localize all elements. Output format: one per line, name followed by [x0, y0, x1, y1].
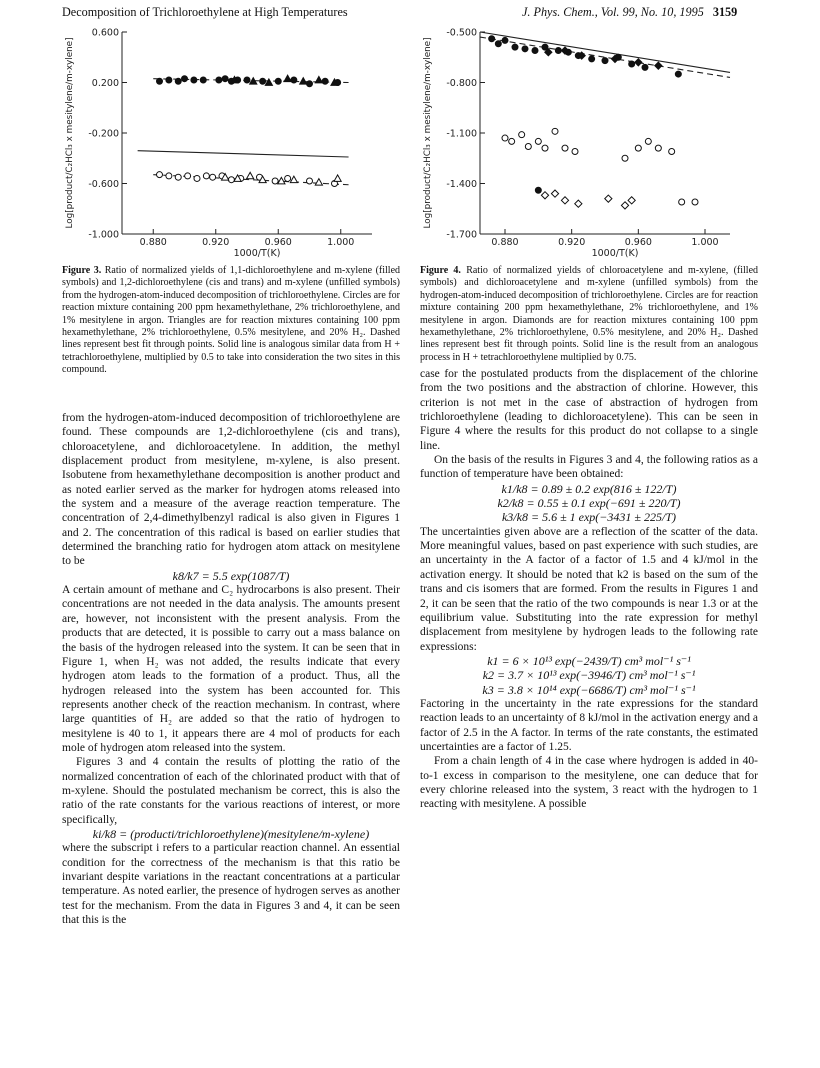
y-tick-label: -1.700: [446, 229, 477, 241]
y-tick-label: 0.600: [91, 27, 119, 39]
data-point-circle: [175, 174, 181, 180]
left-paragraph-1: from the hydrogen-atom-induced decomposition of trichloroethylene are found. These compounds are 1,2-dichloroethylene (cis and trans), chloroacetylene, and dichloroacetylene. In addition, the methyl displacement product from mesitylene, m-xylene, is also present. Isobutene from hexamethylethane decomposition is another product and as noted earlier served as the marker for hydrogen atoms released into the system and a measure of the average reaction temperature. The concentration of 2,4-dimethylbenzyl radical is also given in Figures 1 and 2. The concentration of this radical is based on earlier studies that determined the branching ratio for hydrogen atom attack on mesitylene to be: [62, 412, 400, 568]
data-point-triangle: [315, 179, 322, 185]
x-tick-label: 0.920: [202, 237, 230, 248]
running-header-title: Decomposition of Trichloroethylene at High Temperatures: [62, 5, 348, 19]
y-tick-label: 0.200: [91, 78, 119, 89]
data-point-circle: [260, 78, 266, 84]
data-point-triangle: [334, 175, 341, 181]
right-paragraph-4: Factoring in the uncertainty in the rate expressions for the standard reaction leads to an uncertainty of 8 kJ/mol in the activation energy and a factor of 2.5 in the A factor. In terms of the rate constants, the estimated uncertainties are a factor of 1.25.: [420, 697, 758, 753]
equation-k3-k8: k3/k8 = 5.6 ± 1 exp(−3431 ± 225/T): [501, 510, 676, 525]
data-point-circle: [222, 76, 228, 82]
data-point-triangle: [247, 172, 254, 178]
x-tick-label: 1.000: [327, 237, 355, 248]
y-axis-label: Log[product/C₂HCl₃ x mesitylene/m-xylene]: [423, 37, 433, 229]
right-paragraph-3: The uncertainties given above are a reflection of the scatter of the data. More meaningful values, based on past experience with such studies, are an uncertainty in the A factor of a factor of 1.5 and 4 kJ/mol in the activation energy. It should be noted that k2 is based on the sum of the trans and cis isomers that are formed. From the results in Figures 1 and 2, it can be seen that the ratio of the two compounds is near 1.3 or at the equilibrium value. Substituting into the rate expression for methyl displacement from mesitylene by hydrogen leads to the following rate expressions:: [420, 525, 758, 653]
data-point-diamond: [605, 195, 612, 202]
data-point-circle: [555, 48, 561, 54]
equation-k2-k8: k2/k8 = 0.55 ± 0.1 exp(−691 ± 220/T): [497, 496, 681, 511]
data-point-circle: [642, 64, 648, 70]
x-tick-label: 1.000: [691, 237, 719, 248]
data-point-circle: [669, 149, 675, 155]
y-tick-label: -0.800: [446, 78, 477, 89]
data-point-circle: [502, 135, 508, 141]
right-paragraph-2: On the basis of the results in Figures 3 and 4, the following ratios as a function of temperature have been obtained:: [420, 454, 758, 481]
data-point-circle: [602, 58, 608, 64]
y-tick-label: -1.000: [88, 229, 119, 241]
data-point-circle: [532, 48, 538, 54]
figure-4-label: Figure 4.: [420, 265, 461, 276]
data-point-circle: [194, 175, 200, 181]
data-point-triangle: [284, 75, 291, 81]
figure-3-caption: [62, 265, 400, 377]
data-point-circle: [552, 128, 558, 134]
data-point-diamond: [541, 192, 548, 199]
data-point-circle: [272, 178, 278, 184]
data-point-circle: [525, 143, 531, 149]
data-point-circle: [275, 78, 281, 84]
data-point-circle: [185, 173, 191, 179]
data-point-diamond: [628, 197, 635, 204]
data-point-circle: [509, 138, 515, 144]
data-point-circle: [203, 173, 209, 179]
data-point-circle: [502, 37, 508, 43]
equation-k1: k1 = 6 × 10¹³ exp(−2439/T) cm³ mol⁻¹ s⁻¹: [487, 653, 691, 668]
x-tick-label: 0.920: [558, 237, 586, 248]
data-point-triangle: [290, 176, 297, 182]
data-point-circle: [175, 78, 181, 84]
data-point-circle: [645, 138, 651, 144]
data-point-circle: [166, 77, 172, 83]
y-tick-label: -0.200: [88, 128, 119, 140]
journal-citation: J. Phys. Chem., Vol. 99, No. 10, 1995: [522, 5, 704, 19]
data-point-circle: [635, 145, 641, 151]
data-point-circle: [157, 78, 163, 84]
equation-ki-k8: ki/k8 = (producti/trichloroethylene)(mesitylene/m-xylene): [92, 826, 370, 841]
figure-4-caption-text: Ratio of normalized yields of chloroacetylene and m-xylene, (filled symbols) and dichloroacetylene and m-xylene (unfilled symbols) from the hydrogen-atom-induced decomposition of trichloroethylene. Circles are for reaction mixture containing 200 ppm hexamethylethane, 2% trichloroethylene, and 1% mesitylene in argon. Diamonds are for reaction mixtures containing 100 ppm hexamethylethane, 2% trichloroethylene, 0.5% mesitylene, and 20% H₂. Dashed lines represent best fit through points. Solid line is the result from an analogous process in H + tetrachloroethylene multiplied by 0.75.: [420, 265, 759, 363]
data-point-circle: [562, 145, 568, 151]
y-tick-label: -1.100: [446, 128, 477, 140]
x-tick-label: 0.960: [264, 237, 292, 248]
figure-3-chart: [62, 24, 392, 264]
y-tick-label: -1.400: [446, 179, 477, 190]
figure-4-chart: [420, 24, 750, 264]
data-point-triangle: [265, 79, 272, 85]
data-point-circle: [679, 199, 685, 205]
data-point-circle: [157, 172, 163, 178]
x-axis-label: 1000/T(K): [233, 248, 281, 259]
data-point-circle: [535, 138, 541, 144]
page-number: 3159: [712, 5, 738, 19]
x-tick-label: 0.960: [624, 237, 652, 248]
running-header-journal: [522, 4, 737, 20]
data-point-circle: [629, 61, 635, 67]
data-point-circle: [216, 77, 222, 83]
data-point-circle: [166, 173, 172, 179]
data-point-circle: [200, 77, 206, 83]
right-paragraph-1: case for the postulated products from the displacement of the chlorine from the two positions and the abstraction of chlorine. However, this criterion is not met in the case of abstraction of hydrogen from trichloroethylene (leading to dichloroacetylene). This can be seen in Figure 4 where the results for this product do not collapse to a single line.: [420, 368, 758, 452]
data-point-diamond: [635, 59, 642, 66]
data-point-circle: [572, 149, 578, 155]
data-point-circle: [244, 77, 250, 83]
data-point-diamond: [561, 197, 568, 204]
right-column: [420, 367, 758, 812]
x-tick-label: 0.880: [139, 237, 167, 248]
data-point-circle: [285, 175, 291, 181]
data-point-circle: [489, 36, 495, 42]
x-tick-label: 0.880: [491, 237, 519, 248]
data-point-circle: [307, 81, 313, 87]
data-point-circle: [495, 41, 501, 47]
data-point-circle: [675, 71, 681, 77]
y-tick-label: -0.600: [88, 179, 119, 190]
reference-solid-line: [480, 32, 730, 72]
data-point-diamond: [621, 202, 628, 209]
figure-3-caption-text: Ratio of normalized yields of 1,1-dichloroethylene and m-xylene (filled symbols) and 1,2-dichloroethylene (cis and trans) and m-xylene (unfilled symbols) from the hydrogen-atom-induced decomposition of trichloroethylene. Circles are for reaction mixture containing 200 ppm hexamethylethane, 2% trichloroethylene, and 1% mesitylene in argon. Triangles are for reaction mixtures containing 100 ppm hexamethylethane, 2% trichloroethylene, 0.5% mesitylene, and 20% H₂. Dashed lines represent best fit through points. Solid line is analogous similar data from H + tetrachloroethylene, multiplied by 0.5 to take into consideration the two sites in this compound.: [62, 265, 401, 376]
data-point-triangle: [315, 76, 322, 82]
data-point-circle: [589, 56, 595, 62]
data-point-circle: [535, 187, 541, 193]
data-point-circle: [519, 132, 525, 138]
equation-k3: k3 = 3.8 × 10¹⁴ exp(−6686/T) cm³ mol⁻¹ s⁻¹: [482, 682, 696, 697]
reference-solid-line: [138, 151, 349, 157]
data-point-diamond: [655, 62, 662, 69]
left-paragraph-2: A certain amount of methane and C₂ hydrocarbons is also present. Their concentrations are not needed in the data analysis. The amounts present are, however, not inconsistent with the present analysis. From the products that are detected, it is possible to carry out a mass balance on the basis of the hydrogen released into the system. It can be seen that in Figure 1, when H₂ was not added, the results indicate that every hydrogen atom leads to the formation of a product. Thus, all the hydrogen released into the system has been accounted for. This represents another check of the reaction mechanism. In contrast, where large quantities of H₂ are added so that the ratio of hydrogen to mesitylene is 40 to 1, it appears there are 4 mol of products for each mole of hydrogen atom released into the system.: [62, 584, 400, 754]
data-point-circle: [512, 44, 518, 50]
figure-4-caption: [420, 265, 758, 364]
data-point-circle: [191, 77, 197, 83]
data-point-circle: [210, 174, 216, 180]
equation-k1-k8: k1/k8 = 0.89 ± 0.2 exp(816 ± 122/T): [501, 481, 677, 496]
equation-k2: k2 = 3.7 × 10¹³ exp(−3946/T) cm³ mol⁻¹ s⁻¹: [482, 668, 696, 683]
left-paragraph-4: where the subscript i refers to a particular reaction channel. An essential condition for the correctness of the mechanism is that this ratio be invariant despite variations in the reactant concentrations at a particular temperature. As noted earlier, the presence of hydrogen serves as another test for the mechanism. From the data in Figures 3 and 4, it can be seen that this is the: [62, 842, 400, 927]
data-point-circle: [522, 46, 528, 52]
data-point-diamond: [575, 200, 582, 207]
y-axis-label: Log[product/C₂HCl₃ x mesitylene/m-xylene]: [65, 37, 75, 229]
left-paragraph-3: Figures 3 and 4 contain the results of plotting the ratio of the normalized concentration of each of the chlorinated product with that of m-xylene. Should the postulated mechanism be correct, this is also the ratio of the rate constants for the various reactions of interest, or more specifically,: [62, 756, 400, 826]
data-point-circle: [655, 145, 661, 151]
data-point-diamond: [551, 190, 558, 197]
figure-3-label: Figure 3.: [62, 265, 102, 276]
data-point-circle: [692, 199, 698, 205]
right-paragraph-5: From a chain length of 4 in the case where hydrogen is added in 40-to-1 excess in comparison to the mesitylene, one can deduce that for every chlorine released into the system, 3 react with the hydrogen to 1 reacting with mesitylene. A possible: [420, 755, 758, 811]
data-point-circle: [542, 145, 548, 151]
data-point-circle: [307, 178, 313, 184]
data-point-circle: [182, 76, 188, 82]
equation-k8-k7: k8/k7 = 5.5 exp(1087/T): [172, 568, 290, 583]
data-point-triangle: [300, 78, 307, 84]
data-point-circle: [622, 155, 628, 161]
left-column: [62, 411, 400, 927]
y-tick-label: -0.500: [446, 27, 477, 39]
x-axis-label: 1000/T(K): [591, 248, 639, 259]
